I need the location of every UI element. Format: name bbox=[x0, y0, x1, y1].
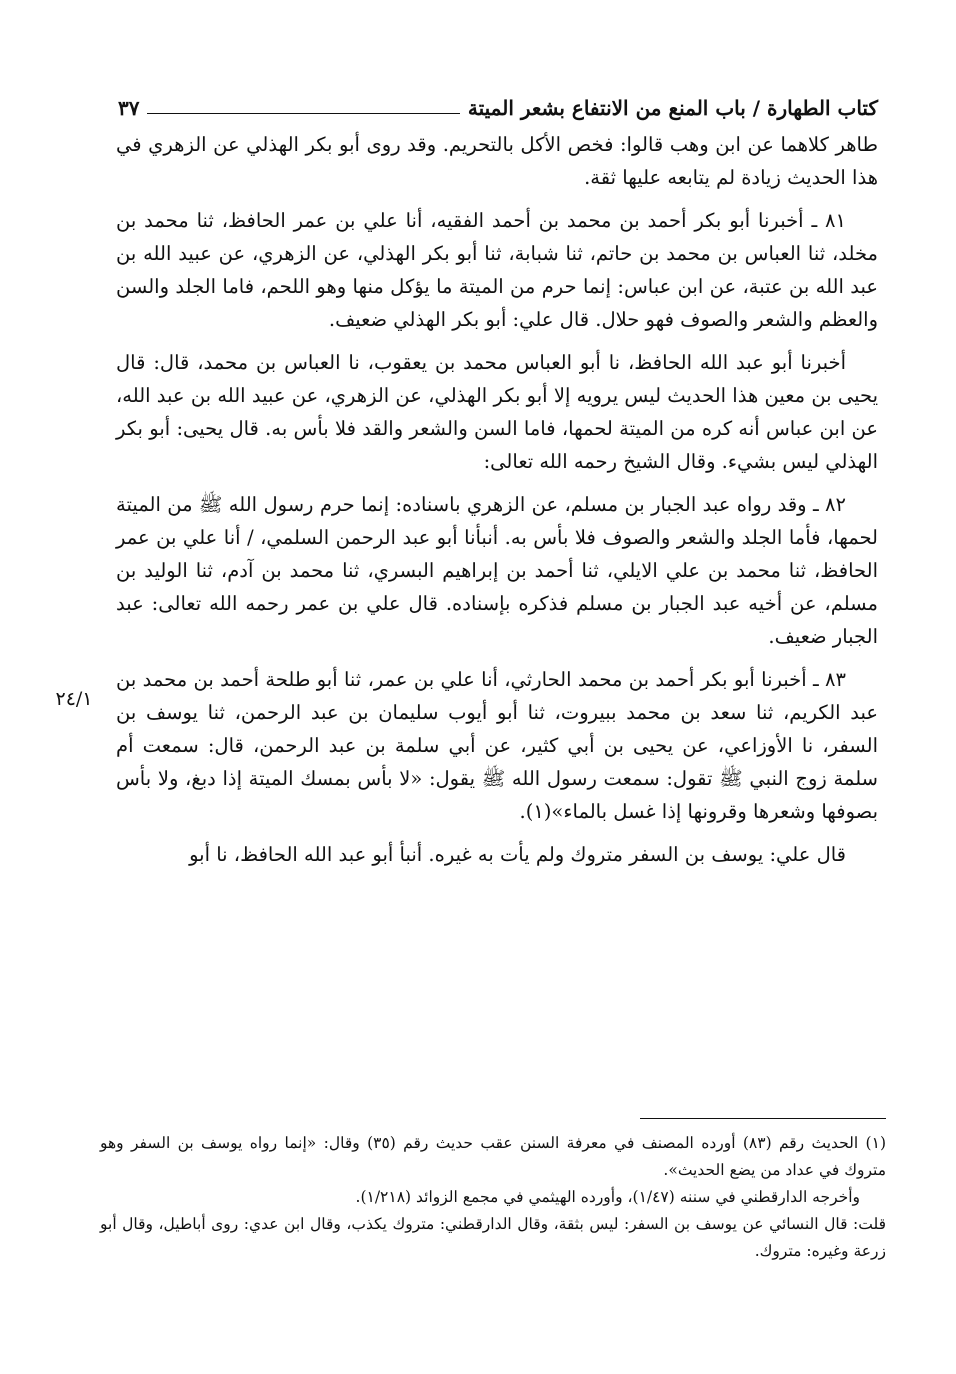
paragraph: طاهر كلاهما عن ابن وهب قالوا: فخص الأكل بالتحريم. وقد روى أبو بكر الهذلي عن الزهري في هذا الحديث زيادة لم يتابعه عليها ثقة. bbox=[116, 133, 878, 189]
footnote-separator bbox=[640, 1118, 886, 1119]
footnotes bbox=[100, 1130, 886, 1265]
hadith-82: ٨٢ ـ وقد رواه عبد الجبار بن مسلم، عن الزهري باسناده: إنما حرم رسول الله ﷺ من الميتة لحمها، فأما الجلد والشعر والصوف فلا بأس به. أنبأنا أبو عبد الرحمن السلمي، / أنا علي بن عمر الحافظ، ثنا محمد بن علي الايلي، ثنا أحمد بن إبراهيم البسري، ثنا محمد بن آدم، ثنا الوليد بن مسلم، عن أخيه عبد الجبار بن مسلم فذكره بإسناده. قال علي بن عمر رحمه الله تعالى: عبد الجبار ضعيف. bbox=[116, 493, 878, 648]
chapter-title: كتاب الطهارة / باب المنع من الانتفاع بشعر الميتة bbox=[467, 96, 878, 120]
footnote-note: قلت: قال النسائي عن يوسف بن السفر: ليس بثقة، وقال الدارقطني: متروك يكذب، وقال ابن عدي: روى أباطيل، وقال أبو زرعة وغيره: متروك. bbox=[100, 1215, 886, 1260]
footnote-continuation: وأخرجه الدارقطني في سننه (١/٤٧)، وأورده الهيثمي في مجمع الزوائد (١/٢١٨). bbox=[355, 1188, 860, 1206]
footnote: (١) الحديث رقم (٨٣) أورده المصنف في معرفة السنن عقب حديث رقم (٣٥) وقال: «إنما رواه يوسف بن السفر وهو متروك في عداد من يضع الحديث». bbox=[100, 1134, 886, 1179]
paragraph: أخبرنا أبو عبد الله الحافظ، نا أبو العباس محمد بن يعقوب، نا العباس بن محمد، قال: قال يحيى بن معين هذا الحديث ليس يرويه إلا أبو بكر الهذلي، عن الزهري، عن عبيد الله بن عبد الله، عن ابن عباس أنه كره من الميتة لحمها، فاما السن والشعر والقد فلا بأس به. قال يحيى: أبو بكر الهذلي ليس بشيء. وقال الشيخ رحمه الله تعالى: bbox=[116, 351, 878, 473]
paragraph: قال علي: يوسف بن السفر متروك ولم يأت به غيره. أنبأ أبو عبد الله الحافظ، نا أبو bbox=[189, 843, 846, 866]
hadith-81: ٨١ ـ أخبرنا أبو بكر أحمد بن محمد بن أحمد الفقيه، أنا علي بن عمر الحافظ، ثنا محمد بن مخلد، ثنا العباس بن محمد بن حاتم، ثنا شبابة، ثنا أبو بكر الهذلي، عن الزهري، عن عبيد الله بن عبد الله بن عتبة، عن ابن عباس: إنما حرم من الميتة ما يؤكل منها وهو اللحم، فاما الجلد والسن والعظم والشعر والصوف فهو حلال. قال علي: أبو بكر الهذلي ضعيف. bbox=[116, 209, 878, 331]
main-text bbox=[116, 128, 878, 881]
page-number: ٣٧ bbox=[118, 96, 140, 120]
margin-volume-reference: ٢٤/١ bbox=[55, 688, 93, 710]
header-rule bbox=[147, 113, 459, 114]
running-header bbox=[118, 80, 878, 120]
hadith-83: ٨٣ ـ أخبرنا أبو بكر أحمد بن محمد الحارثي، أنا علي بن عمر، ثنا أبو طلحة أحمد بن محمد بن عبد الكريم، ثنا سعد بن محمد ببيروت، ثنا أبو أيوب سليمان بن عبد الرحمن، ثنا يوسف بن السفر، نا الأوزاعي، عن يحيى بن أبي كثير، عن أبي سلمة بن عبد الرحمن، قال: سمعت أم سلمة زوج النبي ﷺ تقول: سمعت رسول الله ﷺ يقول: «لا بأس بمسك الميتة إذا دبغ، ولا بأس بصوفها وشعرها وقرونها إذا غسل بالماء»(١). bbox=[116, 668, 878, 823]
